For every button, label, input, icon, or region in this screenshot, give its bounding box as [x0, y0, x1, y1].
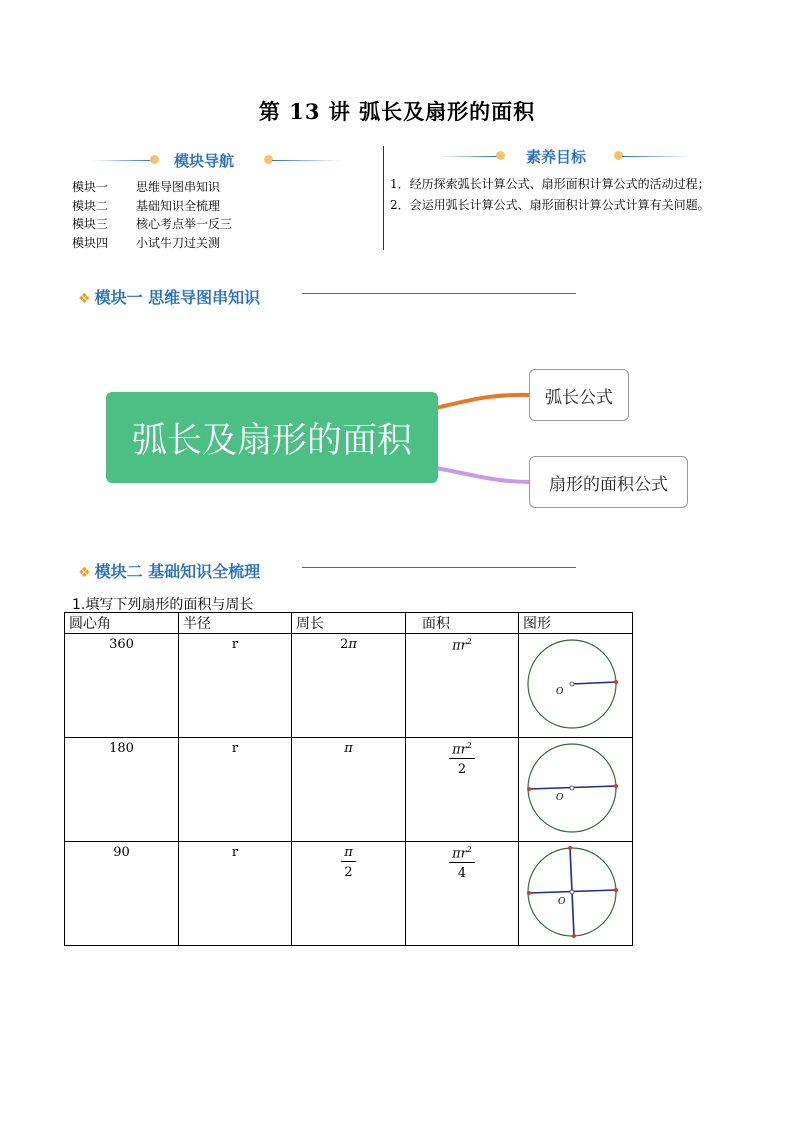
nav-item-2[interactable]: 模块二 基础知识全梳理 [72, 198, 221, 213]
table-caption: 1.填写下列扇形的面积与周长 [72, 597, 254, 613]
center-label: O [557, 897, 565, 907]
section2-heading: ❖ 模块二 基础知识全梳理 [78, 562, 261, 581]
cell-figure [519, 634, 633, 738]
circle-diameter-figure [526, 741, 626, 837]
sector-table [64, 612, 633, 946]
nav-item-1[interactable]: 模块一 思维导图串知识 [72, 180, 221, 194]
col-header-figure: 图形 [519, 613, 633, 634]
table-row [65, 842, 633, 946]
col-header-angle: 圆心角 [65, 613, 179, 634]
nav-heading: 模块导航 [174, 152, 235, 170]
goal-item-2: 2．会运用弧长计算公式、扇形面积计算公式计算有关问题。 [390, 198, 710, 212]
cell-angle: 360 [65, 634, 179, 738]
diamond-arrow-icon: ❖ [78, 565, 91, 581]
col-header-area: 面积 [406, 613, 519, 634]
branch-connector-2 [436, 468, 530, 482]
cell-area: $\frac{\pi r^2}{4}$ [406, 842, 519, 946]
cell-figure [519, 842, 633, 946]
branch-connector-1 [436, 395, 530, 408]
cell-figure [519, 738, 633, 842]
cell-area: $\pi r^2$ [406, 634, 519, 738]
goals-heading: 素养目标 [526, 148, 587, 166]
cell-radius: r [179, 738, 292, 842]
cell-radius: r [179, 842, 292, 946]
cell-radius: r [179, 634, 292, 738]
cell-perimeter: π [292, 738, 406, 842]
col-header-radius: 半径 [179, 613, 292, 634]
mindmap-root-node[interactable]: 弧长及扇形的面积 [106, 392, 438, 483]
center-label: O [555, 687, 563, 697]
col-header-perimeter: 周长 [292, 613, 406, 634]
section2-rule [302, 567, 576, 568]
table-header-row [65, 613, 633, 634]
cell-perimeter: 2π [292, 634, 406, 738]
page-title: 第 13 讲 弧长及扇形的面积 [258, 99, 536, 124]
cell-perimeter: $\frac{\pi}{2}$ [292, 842, 406, 946]
table-row [65, 738, 633, 842]
cell-area: $\frac{\pi r^2}{2}$ [406, 738, 519, 842]
section1-heading: ❖ 模块一 思维导图串知识 [78, 288, 261, 307]
cell-angle: 90 [65, 842, 179, 946]
mindmap-node-sector-area[interactable]: 扇形的面积公式 [529, 456, 688, 508]
goal-item-1: 1．经历探索弧长计算公式、扇形面积计算公式的活动过程； [390, 177, 710, 191]
center-label: O [555, 793, 563, 803]
nav-item-3[interactable]: 模块三 核心考点举一反三 [72, 217, 233, 231]
circle-radius-figure [526, 637, 626, 733]
diamond-arrow-icon: ❖ [78, 291, 91, 307]
nav-item-4[interactable]: 模块四 小试牛刀过关测 [72, 235, 221, 250]
mindmap-node-arc-length[interactable]: 弧长公式 [529, 369, 629, 421]
cell-angle: 180 [65, 738, 179, 842]
circle-quadrant-figure [526, 845, 626, 941]
table-row [65, 634, 633, 738]
